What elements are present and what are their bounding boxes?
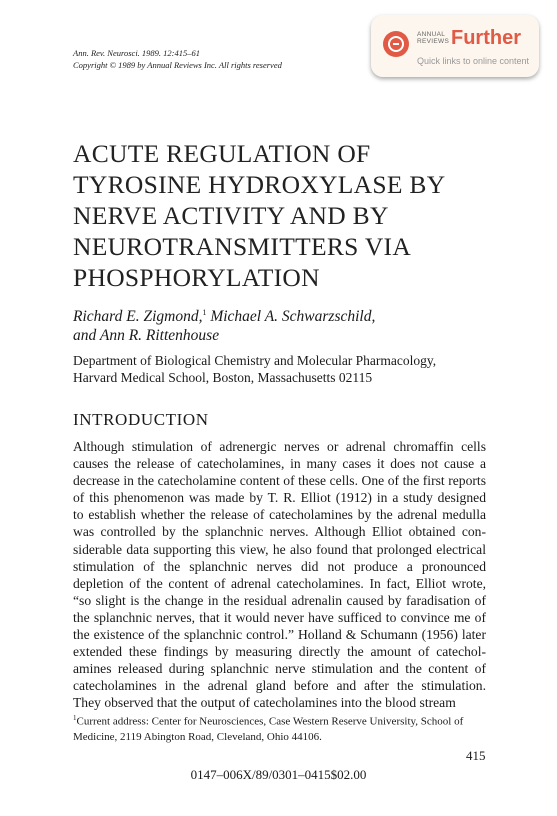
body-line: Although stimulation of adrenergic nerves or adrenal chromaffin cells — [73, 439, 486, 454]
body-line: amines released during splanchnic nerve stimulation and the content of — [73, 661, 486, 677]
footnote-text: Current address: Center for Neurosciences, Case Western Reserve University, School of — [76, 715, 464, 728]
footnote-mark: 1 — [73, 714, 77, 722]
body-line: of this phenomenon was made by T. R. Elliot (1912) in a study designed — [73, 490, 486, 506]
author-name: and Ann R. Rittenhouse — [73, 327, 220, 345]
annual-reviews-wordmark — [417, 31, 449, 45]
annual-label: ANNUAL — [417, 31, 446, 38]
body-line: stimulation of the splanchnic nerves did not produce a pronounced — [73, 558, 486, 574]
affiliation — [73, 352, 436, 386]
author-name: Richard E. Zigmond, — [73, 308, 203, 326]
quick-links-label: Quick links to online content — [417, 56, 530, 66]
article-code: 0147–006X/89/0301–0415$02.00 — [190, 767, 367, 782]
journal-citation — [73, 47, 282, 71]
title-line: NERVE ACTIVITY AND BY — [73, 201, 389, 230]
body-line: causes the release of catecholamines, in many cases it does not cause a — [73, 456, 486, 472]
reviews-label: REVIEWS — [417, 38, 450, 45]
body-line: to establish whether the release of catecholamines by the adrenal medulla — [73, 507, 486, 523]
body-line: “so slight is the change in the residual adrenalin caused by faradisation of — [73, 592, 486, 608]
title-line: TYROSINE HYDROXYLASE BY — [73, 170, 446, 199]
body-line: was controlled by the splanchnic nerves. Although Elliot obtained con- — [73, 524, 486, 540]
body-text — [73, 438, 486, 712]
body-line: catecholamines in the adrenal gland before and after the stimulation. — [73, 678, 486, 694]
body-line: depletion of the content of adrenal catecholamines. In fact, Elliot wrote, — [73, 575, 486, 591]
author-name: Michael A. Schwarzschild, — [206, 308, 376, 326]
title-line: ACUTE REGULATION OF — [73, 139, 371, 168]
affiliation-line: Department of Biological Chemistry and Molecular Pharmacology, — [73, 353, 437, 368]
annual-reviews-logo-icon — [383, 31, 409, 57]
copyright-line: Copyright © 1989 by Annual Reviews Inc. All rights reserved — [73, 60, 282, 70]
citation-line: Ann. Rev. Neurosci. 1989. 12:415–61 — [73, 48, 201, 58]
footnote-text: Medicine, 2119 Abington Road, Cleveland, Ohio 44106. — [73, 730, 322, 743]
body-line: They observed that the output of catecholamines into the blood stream — [73, 695, 456, 711]
body-line: the existence of the splanchnic control.” Holland & Schumann (1956) later — [73, 627, 486, 643]
title-line: NEUROTRANSMITTERS VIA — [73, 232, 412, 261]
body-line: extended these findings by measuring directly the amount of catechol- — [73, 644, 486, 660]
page-number: 415 — [466, 748, 486, 763]
further-label: Further — [451, 27, 521, 49]
body-line: decrease in the catecholamine content of these cells. One of the first reports — [73, 473, 486, 489]
footnote-mark: 1 — [202, 308, 207, 317]
section-heading: INTRODUCTION — [73, 410, 209, 429]
title-line: PHOSPHORYLATION — [73, 263, 320, 292]
footnote — [73, 711, 486, 745]
affiliation-line: Harvard Medical School, Boston, Massachusetts 02115 — [73, 370, 373, 385]
body-line: siderable data supporting this view, he also found that prolonged electrical — [73, 541, 486, 557]
body-line: the splanchnic nerves, that it would never have sufficed to convince me of — [73, 609, 486, 625]
author-list — [73, 303, 375, 345]
further-reviews-badge[interactable] — [371, 15, 539, 77]
article-title — [73, 138, 513, 293]
